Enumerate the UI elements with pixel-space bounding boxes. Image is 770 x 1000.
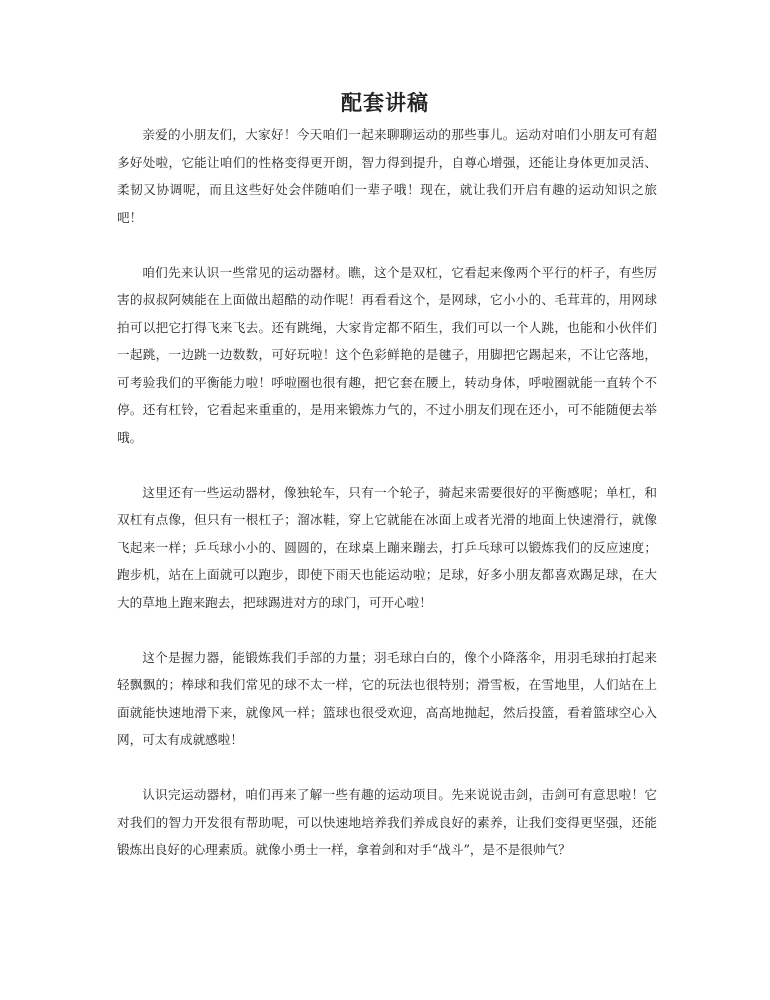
paragraph-equipment-1: 咱们先来认识一些常见的运动器材。瞧，这个是双杠，它看起来像两个平行的杆子，有些厉害的叔叔阿姨能在上面做出超酷的动作呢！再看看这个，是网球，它小小的、毛茸茸的，用网球拍可以把它打得飞来飞去。还有跳绳，大家肯定都不陌生，我们可以一个人跳，也能和小伙伴们一起跳，一边跳一边数数，可好玩啦！这个色彩鲜艳的是毽子，用脚把它踢起来，不让它落地，可考验我们的平衡能力啦！呼啦圈也很有趣，把它套在腰上，转动身体，呼啦圈就能一直转个不停。还有杠铃，它看起来重重的，是用来锻炼力气的，不过小朋友们现在还小，可不能随便去举哦。 <box>117 264 657 445</box>
paragraph-equipment-3: 这个是握力器，能锻炼我们手部的力量；羽毛球白白的，像个小降落伞，用羽毛球拍打起来轻飘飘的；棒球和我们常见的球不太一样，它的玩法也很特别；滑雪板，在雪地里，人们站在上面就能快速地滑下来，就像风一样；篮球也很受欢迎，高高地抛起，然后投篮，看着篮球空心入网，可太有成就感啦！ <box>117 649 657 747</box>
paragraph-intro: 亲爱的小朋友们，大家好！今天咱们一起来聊聊运动的那些事儿。运动对咱们小朋友可有超多好处啦，它能让咱们的性格变得更开朗，智力得到提升，自尊心增强，还能让身体更加灵活、柔韧又协调呢，而且这些好处会伴随咱们一辈子哦！现在，就让我们开启有趣的运动知识之旅吧！ <box>117 127 657 225</box>
page-title: 配套讲稿 <box>341 90 429 115</box>
paragraph-equipment-2: 这里还有一些运动器材，像独轮车，只有一个轮子，骑起来需要很好的平衡感呢；单杠，和双杠有点像，但只有一根杠子；溜冰鞋，穿上它就能在冰面上或者光滑的地面上快速滑行，就像飞起来一样；乒乓球小小的、圆圆的，在球桌上蹦来蹦去，打乒乓球可以锻炼我们的反应速度；跑步机，站在上面就可以跑步，即使下雨天也能运动啦；足球，好多小朋友都喜欢踢足球，在大大的草地上跑来跑去，把球踢进对方的球门，可开心啦！ <box>117 484 657 610</box>
paragraph-sports: 认识完运动器材，咱们再来了解一些有趣的运动项目。先来说说击剑，击剑可有意思啦！它对我们的智力开发很有帮助呢，可以快速地培养我们养成良好的素养，让我们变得更坚强，还能锻炼出良好的心理素质。就像小勇士一样，拿着剑和对手“战斗”，是不是很帅气？ <box>117 787 657 857</box>
document-body <box>117 121 657 864</box>
